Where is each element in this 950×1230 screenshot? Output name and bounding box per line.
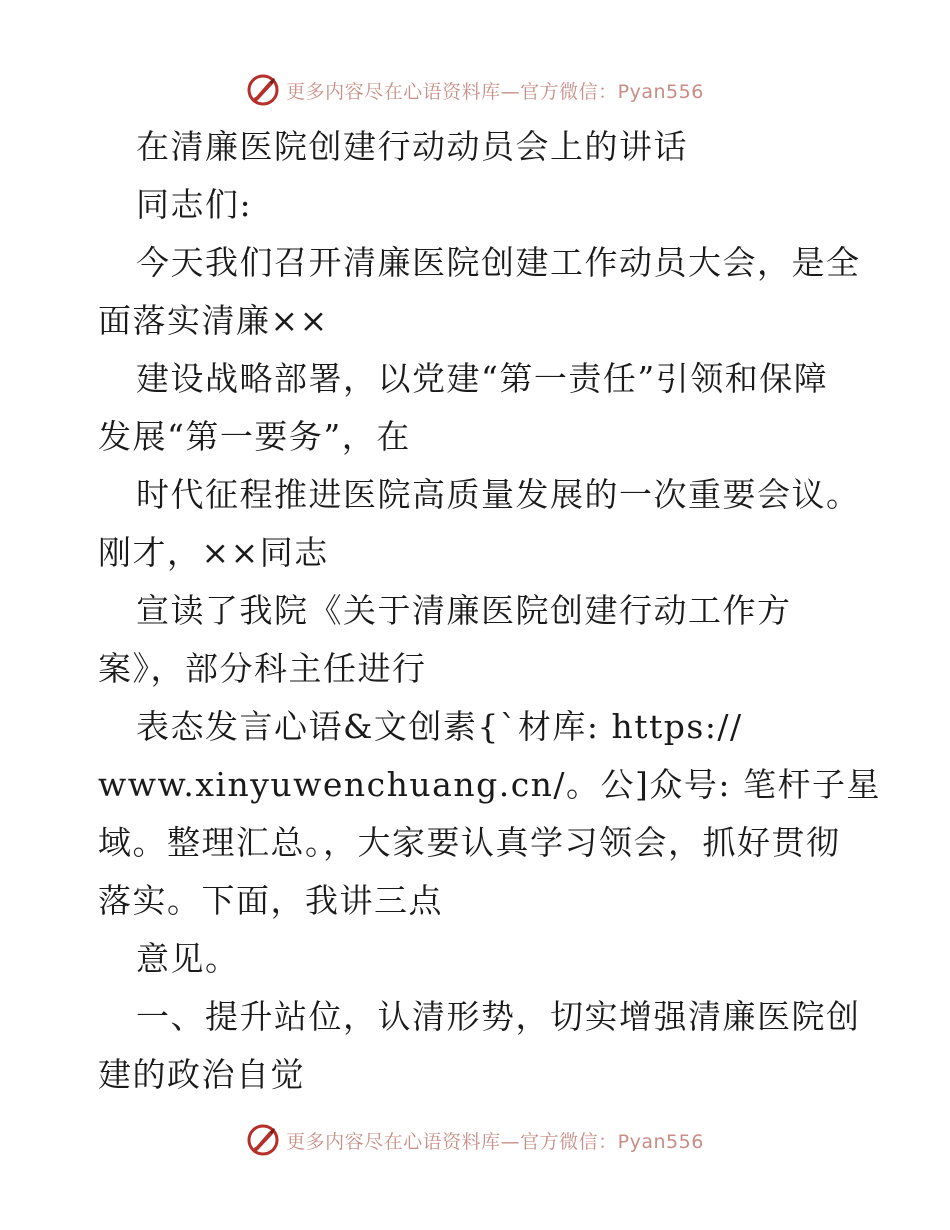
paragraph-line: 今天我们召开清廉医院创建工作动员大会，是全 [136, 243, 861, 282]
paragraph-line: 刚才，××同志 [98, 533, 329, 572]
section-heading: 一、提升站位，认清形势，切实增强清廉医院创 [136, 997, 861, 1036]
paragraph-line: 建设战略部署，以党建“第一责任”引领和保障 [136, 359, 829, 398]
quill-logo-icon [246, 73, 280, 107]
paragraph-line: 发展“第一要务”，在 [98, 417, 411, 456]
paragraph-line: www.xinyuwenchuang.cn/。公]众号: 笔杆子星 [98, 765, 882, 804]
quill-logo-icon [246, 1123, 280, 1157]
paragraph-line: 时代征程推进医院高质量发展的一次重要会议。 [136, 475, 861, 514]
paragraph-line: 面落实清廉×× [98, 301, 329, 340]
document-body [98, 118, 882, 1104]
paragraph-line: 案》，部分科主任进行 [98, 649, 427, 688]
speech-title: 在清廉医院创建行动动员会上的讲话 [136, 127, 688, 166]
watermark-text: 更多内容尽在心语资料库—官方微信：Pyan556 [286, 80, 704, 103]
paragraph-line: 域。整理汇总。，大家要认真学习领会，抓好贯彻 [98, 823, 841, 862]
paragraph-line: 表态发言心语&文创素{`材库: https:// [136, 707, 743, 746]
watermark-text: 更多内容尽在心语资料库—官方微信：Pyan556 [286, 1130, 704, 1153]
section-heading-continued: 建的政治自觉 [98, 1055, 305, 1094]
paragraph-line: 宣读了我院《关于清廉医院创建行动工作方 [136, 591, 792, 630]
paragraph-line: 落实。下面，我讲三点 [98, 881, 443, 920]
salutation: 同志们: [136, 185, 253, 224]
header-watermark-banner [0, 68, 950, 112]
footer-watermark-banner [0, 1118, 950, 1162]
paragraph-line: 意见。 [136, 939, 240, 978]
